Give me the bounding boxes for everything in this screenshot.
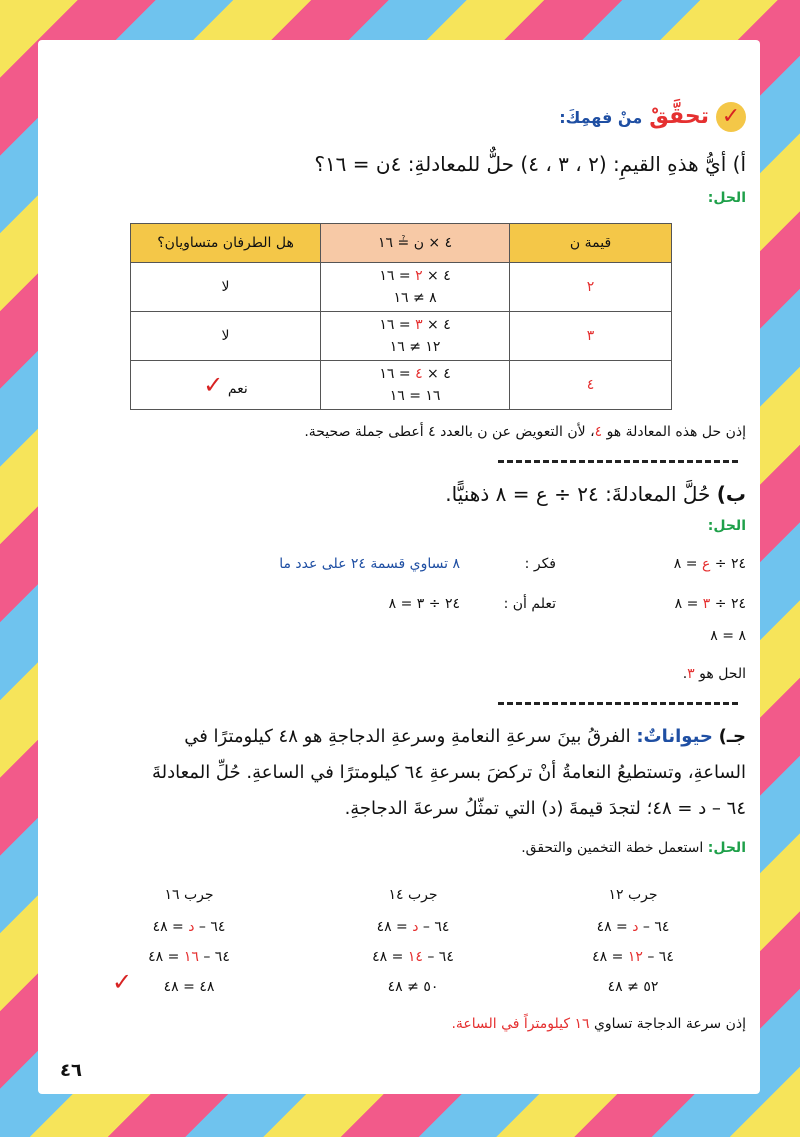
cell-answer: لا — [131, 263, 321, 312]
table-row — [131, 263, 672, 312]
divider — [498, 702, 738, 705]
cell-n: ٣ — [510, 312, 672, 361]
cell-check: ٤ × ٤ = ١٦ ١٦ = ١٦ — [321, 361, 510, 410]
know-label: تعلم أن : — [503, 596, 556, 612]
part-c-conclusion: إذن سرعة الدجاجة تساوي ١٦ كيلومتراً في الساعة. — [451, 1016, 746, 1032]
think-label: فكر : — [524, 556, 556, 572]
part-a-question — [314, 152, 746, 176]
part-b-eq3: ٨ = ٨ — [710, 628, 746, 644]
table-row — [131, 361, 672, 410]
header-n: قيمة ن — [510, 224, 672, 263]
part-b-question: ب) حُلَّ المعادلةَ: ٢٤ ÷ ع = ٨ ذهنيًّا. — [445, 482, 746, 506]
part-a-text: أيُّ هذهِ القيمِ: (٢ ، ٣ ، ٤) حلٌّ للمعادلةِ: ٤ن = ١٦؟ — [314, 152, 727, 176]
cell-check: ٤ × ٢ = ١٦ ٨ ≠ ١٦ — [321, 263, 510, 312]
section-heading — [559, 102, 746, 132]
header-equal: هل الطرفان متساويان؟ — [131, 224, 321, 263]
part-c-line2: الساعةِ، وتستطيعُ النعامةُ أنْ تركضَ بسرعةِ ٦٤ كيلومترًا في الساعةِ. حُلِّ المعادلةَ — [151, 762, 746, 783]
table-row — [131, 312, 672, 361]
page-number: ٤٦ — [60, 1060, 82, 1081]
cell-check: ٤ × ٣ = ١٦ ١٢ ≠ ١٦ — [321, 312, 510, 361]
cell-answer: نعم ✓ — [131, 361, 321, 410]
heading-title: تحقَّقْ — [649, 104, 709, 129]
checkmark-icon: ✓ — [112, 968, 133, 996]
check-badge-icon: ✓ — [716, 102, 746, 132]
header-equation: ٤ × ن ≟ ١٦ — [321, 224, 510, 263]
part-c-line1: جـ) حيواناتٌ: الفرقُ بينَ سرعةِ النعامةِ وسرعةِ الدجاجةِ هو ٤٨ كيلومترًا في — [184, 726, 746, 747]
values-table — [130, 223, 672, 410]
table-header-row — [131, 224, 672, 263]
part-a-solution-label: الحل: — [707, 190, 746, 206]
cell-n: ٤ — [510, 361, 672, 410]
part-c-line3: ٦٤ – د = ٤٨؛ لتجدَ قيمةَ (د) التي تمثّلُ سرعةَ الدجاجةِ. — [344, 798, 746, 819]
part-a-label: أ) — [732, 152, 746, 176]
part-b-eq1: ٢٤ ÷ ع = ٨ — [673, 556, 746, 572]
divider — [498, 460, 738, 463]
part-c-strategy: الحل: استعمل خطة التخمين والتحقق. — [521, 840, 746, 856]
trial-16: جرب ١٦ ٦٤ – د = ٤٨ ٦٤ – ١٦ = ٤٨ ٤٨ = ٤٨ — [148, 887, 230, 995]
trial-12: جرب ١٢ ٦٤ – د = ٤٨ ٦٤ – ١٢ = ٤٨ ٥٢ ≠ ٤٨ — [592, 887, 674, 995]
cell-n: ٢ — [510, 263, 672, 312]
part-b-solution-label: الحل: — [707, 518, 746, 534]
heading-subtitle: منْ فهمِكَ: — [559, 108, 643, 127]
know-text: ٢٤ ÷ ٣ = ٨ — [388, 596, 460, 612]
cell-answer: لا — [131, 312, 321, 361]
part-a-conclusion: إذن حل هذه المعادلة هو ٤، لأن التعويض عن ن بالعدد ٤ أعطى جملة صحيحة. — [304, 424, 746, 440]
checkmark-icon: ✓ — [203, 371, 224, 399]
trial-14: جرب ١٤ ٦٤ – د = ٤٨ ٦٤ – ١٤ = ٤٨ ٥٠ ≠ ٤٨ — [372, 887, 454, 995]
page — [38, 40, 760, 1094]
part-b-eq2: ٢٤ ÷ ٣ = ٨ — [674, 596, 746, 612]
part-b-conclusion: الحل هو ٣. — [682, 666, 746, 682]
think-text: ٨ تساوي قسمة ٢٤ على عدد ما — [279, 556, 460, 572]
